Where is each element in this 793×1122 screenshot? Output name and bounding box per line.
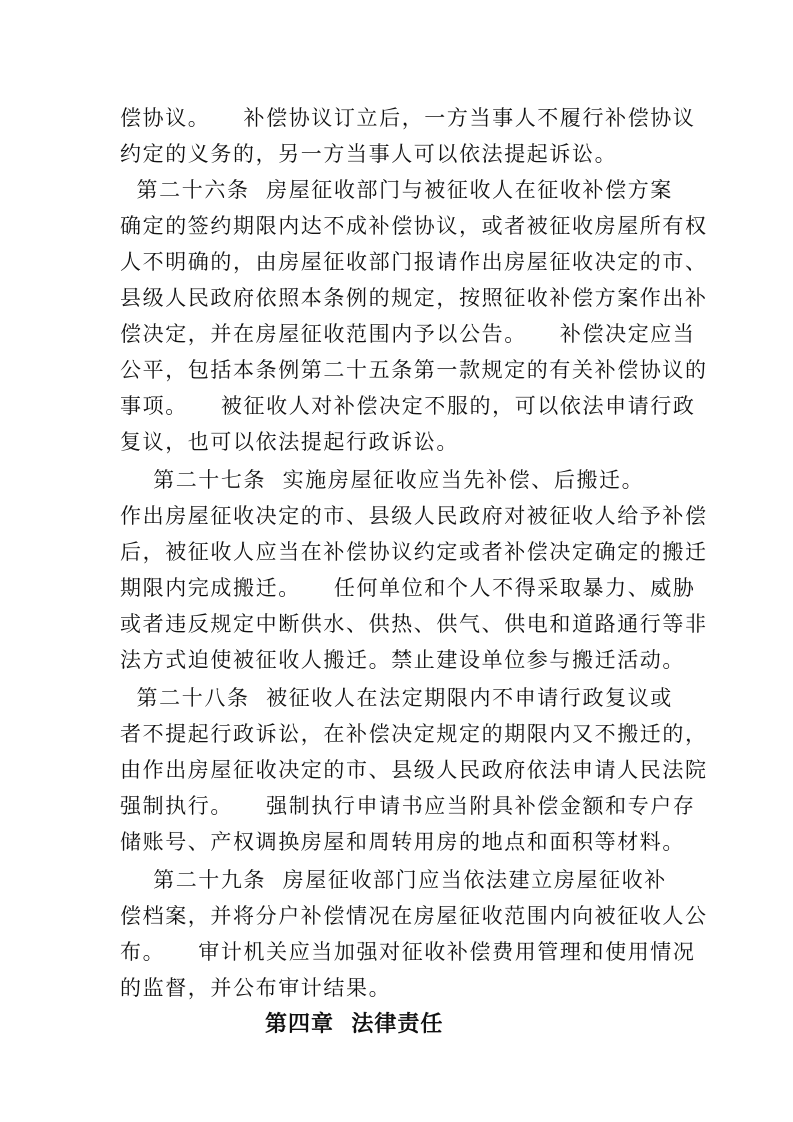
text-line: 后，被征收人应当在补偿协议约定或者补偿决定确定的搬迁 — [120, 540, 708, 564]
text-line: 确定的签约期限内达不成补偿协议，或者被征收房屋所有权 — [120, 214, 708, 238]
text-line: 第二十七条 实施房屋征收应当先补偿、后搬迁。 — [120, 468, 645, 492]
text-line: 约定的义务的，另一方当事人可以依法提起诉讼。 — [120, 142, 618, 166]
text-line: 事项。 被征收人对补偿决定不服的，可以依法申请行政 — [120, 394, 696, 418]
text-line: 第二十六条 房屋征收部门与被征收人在征收补偿方案 — [120, 178, 673, 202]
text-line: 的监督，并公布审计结果。 — [120, 976, 392, 1000]
text-line: 复议，也可以依法提起行政诉讼。 — [120, 430, 459, 454]
text-line: 偿决定，并在房屋征收范围内予以公告。 补偿决定应当 — [120, 322, 696, 346]
text-line: 作出房屋征收决定的市、县级人民政府对被征收人给予补偿 — [120, 504, 708, 528]
text-line: 者不提起行政诉讼，在补偿决定规定的期限内又不搬迁的， — [120, 722, 708, 746]
text-line: 第二十八条 被征收人在法定期限内不申请行政复议或 — [120, 686, 673, 710]
text-line: 第二十九条 房屋征收部门应当依法建立房屋征收补 — [120, 868, 667, 892]
text-line: 偿协议。 补偿协议订立后，一方当事人不履行补偿协议 — [120, 106, 696, 130]
text-line: 偿档案，并将分户补偿情况在房屋征收范围内向被征收人公 — [120, 904, 708, 928]
text-line: 县级人民政府依照本条例的规定，按照征收补偿方案作出补 — [120, 286, 708, 310]
text-line: 人不明确的，由房屋征收部门报请作出房屋征收决定的市、 — [120, 250, 708, 274]
text-line: 储账号、产权调换房屋和周转用房的地点和面积等材料。 — [120, 830, 685, 854]
text-line: 由作出房屋征收决定的市、县级人民政府依法申请人民法院 — [120, 758, 708, 782]
text-line: 公平，包括本条例第二十五条第一款规定的有关补偿协议的 — [120, 358, 708, 382]
text-line: 强制执行。 强制执行申请书应当附具补偿金额和专户存 — [120, 794, 696, 818]
text-line: 布。 审计机关应当加强对征收补偿费用管理和使用情况 — [120, 940, 696, 964]
text-line: 法方式迫使被征收人搬迁。禁止建设单位参与搬迁活动。 — [120, 648, 685, 672]
text-line: 期限内完成搬迁。 任何单位和个人不得采取暴力、威胁 — [120, 576, 696, 600]
text-line: 或者违反规定中断供水、供热、供气、供电和道路通行等非 — [120, 612, 708, 636]
chapter-heading: 第四章 法律责任 — [265, 1012, 444, 1037]
